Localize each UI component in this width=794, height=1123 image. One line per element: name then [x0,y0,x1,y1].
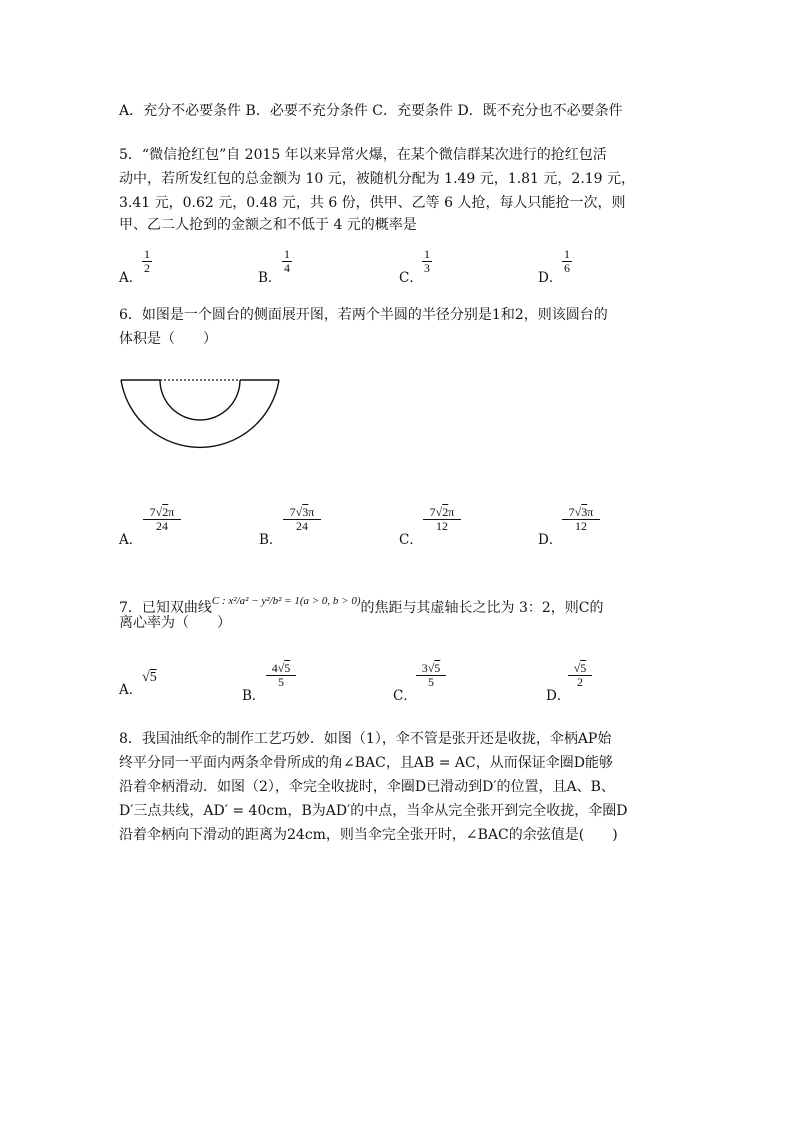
q5-option-a-label: A． [119,270,143,286]
q8-line-4: D′三点共线，AD′ = 40cm，B为AD′的中点，当伞从完全张开到完全收拢，伞圈D [119,803,628,819]
q6-b-coef: 7 [289,505,296,519]
q6-d-rad: 3 [581,505,588,519]
q7-prefix: 7．已知双曲线 [119,600,212,616]
q8-line-1: 8．我国油纸伞的制作工艺巧妙．如图（1），伞不管是张开还是收拢，伞柄AP始 [119,731,612,747]
sqrt-icon: √ [574,505,582,519]
q5-a-num: 1 [144,247,150,261]
q5-option-b-label: B． [258,270,282,286]
q6-c-rad: 2 [442,505,449,519]
q6-a-pi: π [168,505,175,519]
q5-option-c-fraction [422,248,432,275]
sqrt-icon: √ [155,505,163,519]
q6-a-coef: 7 [149,505,156,519]
q6-option-d-fraction [562,506,600,533]
q7-d-rad: 5 [580,661,587,675]
q6-option-d-label: D． [538,532,563,548]
q6-a-den: 24 [156,519,168,533]
q5-option-d-label: D． [538,270,563,286]
q7-c-coef: 3 [421,661,428,675]
q7-b-den: 5 [278,675,284,689]
sqrt-icon: √ [573,661,581,675]
q7-c-den: 5 [428,675,434,689]
q7-option-a-label: A． [119,682,143,698]
q5-a-den: 2 [144,261,150,275]
frustum-development-figure [115,372,287,466]
q7-suffix: 的焦距与其虚轴长之比为 3：2，则C的 [360,600,604,616]
q8-line-3: 沿着伞柄滑动．如图（2），伞完全收拢时，伞圈D已滑动到D′的位置，且A、B、 [119,779,615,795]
q7-option-b-fraction [266,662,296,689]
q5-c-den: 3 [424,261,430,275]
q7-option-c-fraction [416,662,446,689]
sqrt-icon: √ [277,661,285,675]
q5-option-a-fraction [142,248,152,275]
q8-line-5: 沿着伞柄向下滑动的距离为24cm，则当伞完全张开时，∠BAC的余弦值是( ) [119,827,618,843]
q7-b-rad: 5 [284,661,291,675]
q5-b-den: 4 [284,261,290,275]
q7-d-den: 2 [577,675,583,689]
q5-line-3: 3.41 元，0.62 元，0.48 元，共 6 份，供甲、乙等 6 人抢，每人只能抢一次，则 [119,195,626,211]
outer-semicircle [121,380,279,447]
hyperbola-equation: C : x²/a² − y²/b² = 1(a > 0, b > 0) [211,595,361,607]
q7-c-rad: 5 [434,661,441,675]
q7-line-2: 离心率为（ ） [119,615,231,631]
sqrt-icon: √ [435,505,443,519]
q6-d-coef: 7 [568,505,575,519]
q6-d-den: 12 [575,519,587,533]
sqrt-icon: √ [295,505,303,519]
q5-option-d-fraction [562,248,572,275]
q6-option-a-fraction [143,506,181,533]
q6-option-c-label: C． [399,532,423,548]
q6-d-pi: π [587,505,594,519]
q7-a-rad: 5 [149,670,157,685]
q7-option-b-label: B． [242,688,266,704]
q6-line-1: 6．如图是一个圆台的侧面展开图，若两个半圆的半径分别是1和2，则该圆台的 [119,307,608,323]
q8-line-2: 终平分同一平面内两条伞骨所成的角∠BAC，且AB = AC，从而保证伞圈D能够 [119,755,613,771]
q5-option-c-label: C． [399,270,423,286]
q5-option-b-fraction [282,248,292,275]
q6-option-c-fraction [423,506,461,533]
q5-c-num: 1 [424,247,430,261]
q7-option-c-label: C． [393,688,417,704]
q7-option-d-label: D． [546,688,571,704]
inner-semicircle [160,380,240,420]
sqrt-icon: √ [142,670,150,685]
sqrt-icon: √ [427,661,435,675]
q6-a-rad: 2 [162,505,169,519]
q5-d-num: 1 [564,247,570,261]
q7-option-a-value [142,670,157,686]
q7-option-d-fraction [568,662,592,689]
q5-line-1: 5．“微信抢红包”自 2015 年以来异常火爆，在某个微信群某次进行的抢红包活 [119,147,607,163]
q5-b-num: 1 [284,247,290,261]
q6-c-den: 12 [436,519,448,533]
q6-option-b-fraction [283,506,321,533]
q5-line-2: 动中，若所发红包的总金额为 10 元，被随机分配为 1.49 元，1.81 元，2.19 元， [119,171,636,187]
q6-line-2: 体积是（ ） [119,331,217,347]
q5-line-4: 甲、乙二人抢到的金额之和不低于 4 元的概率是 [119,217,417,233]
q5-d-den: 6 [564,261,570,275]
q6-b-pi: π [308,505,315,519]
q6-c-pi: π [448,505,455,519]
q4-options: A．充分不必要条件 B．必要不充分条件 C．充要条件 D．既不充分也不必要条件 [119,103,623,119]
q6-option-a-label: A． [119,532,143,548]
q6-option-b-label: B． [259,532,283,548]
q6-c-coef: 7 [429,505,436,519]
q6-b-den: 24 [296,519,308,533]
q7-b-coef: 4 [271,661,278,675]
q6-b-rad: 3 [302,505,309,519]
